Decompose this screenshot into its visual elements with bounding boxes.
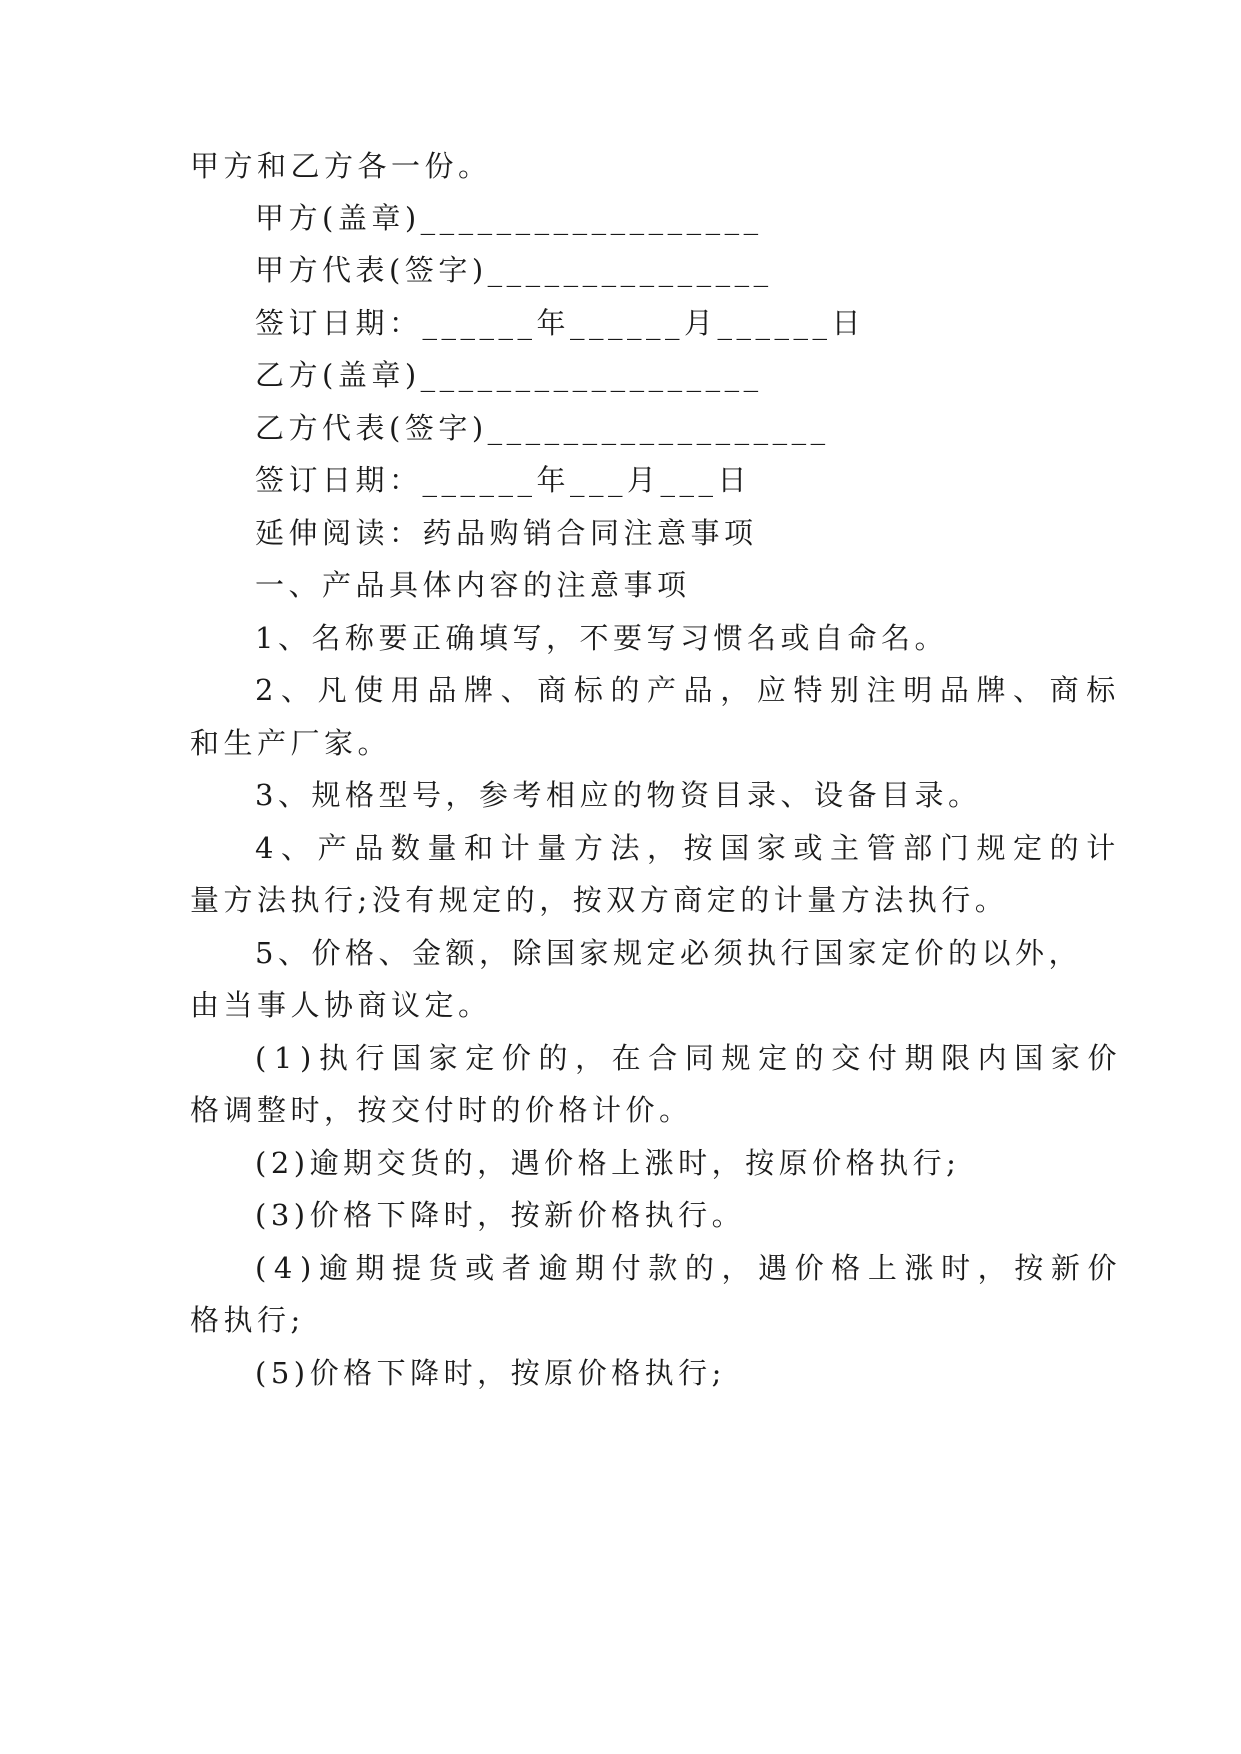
paragraph-line: (2)逾期交货的，遇价格上涨时，按原价格执行; xyxy=(255,1146,961,1180)
party-b-rep-line: 乙方代表(签字)__________________ xyxy=(255,411,830,445)
paragraph-line: 2、凡使用品牌、商标的产品，应特别注明品牌、商标 xyxy=(255,673,1123,707)
paragraph-line: 4、产品数量和计量方法，按国家或主管部门规定的计 xyxy=(255,831,1123,865)
paragraph-line: (5)价格下降时，按原价格执行; xyxy=(255,1356,726,1390)
party-a-rep-line: 甲方代表(签字)_______________ xyxy=(255,253,773,287)
paragraph-line: (3)价格下降时，按新价格执行。 xyxy=(255,1198,746,1232)
text-line: 甲方和乙方各一份。 xyxy=(190,149,492,183)
paragraph-line: 量方法执行;没有规定的，按双方商定的计量方法执行。 xyxy=(190,883,1009,917)
party-a-date-line: 签订日期：______年______月______日 xyxy=(255,306,866,340)
paragraph-line: 由当事人协商议定。 xyxy=(190,988,492,1022)
paragraph-line: 5、价格、金额，除国家规定必须执行国家定价的以外， xyxy=(255,936,1082,970)
paragraph-line: 格调整时，按交付时的价格计价。 xyxy=(190,1093,693,1127)
section-heading: 延伸阅读：药品购销合同注意事项 xyxy=(255,516,758,550)
paragraph-line: 格执行; xyxy=(190,1303,305,1337)
subsection-heading: 一、产品具体内容的注意事项 xyxy=(255,568,691,602)
party-b-seal-line: 乙方(盖章)__________________ xyxy=(255,358,763,392)
party-b-date-line: 签订日期：______年___月___日 xyxy=(255,463,752,497)
paragraph-line: (4)逾期提货或者逾期付款的，遇价格上涨时，按新价 xyxy=(255,1251,1125,1285)
paragraph-line: 3、规格型号，参考相应的物资目录、设备目录。 xyxy=(255,778,982,812)
paragraph-line: (1)执行国家定价的，在合同规定的交付期限内国家价 xyxy=(255,1041,1125,1075)
paragraph-line: 1、名称要正确填写，不要写习惯名或自命名。 xyxy=(255,621,948,655)
paragraph-line: 和生产厂家。 xyxy=(190,726,392,760)
party-a-seal-line: 甲方(盖章)__________________ xyxy=(255,201,763,235)
